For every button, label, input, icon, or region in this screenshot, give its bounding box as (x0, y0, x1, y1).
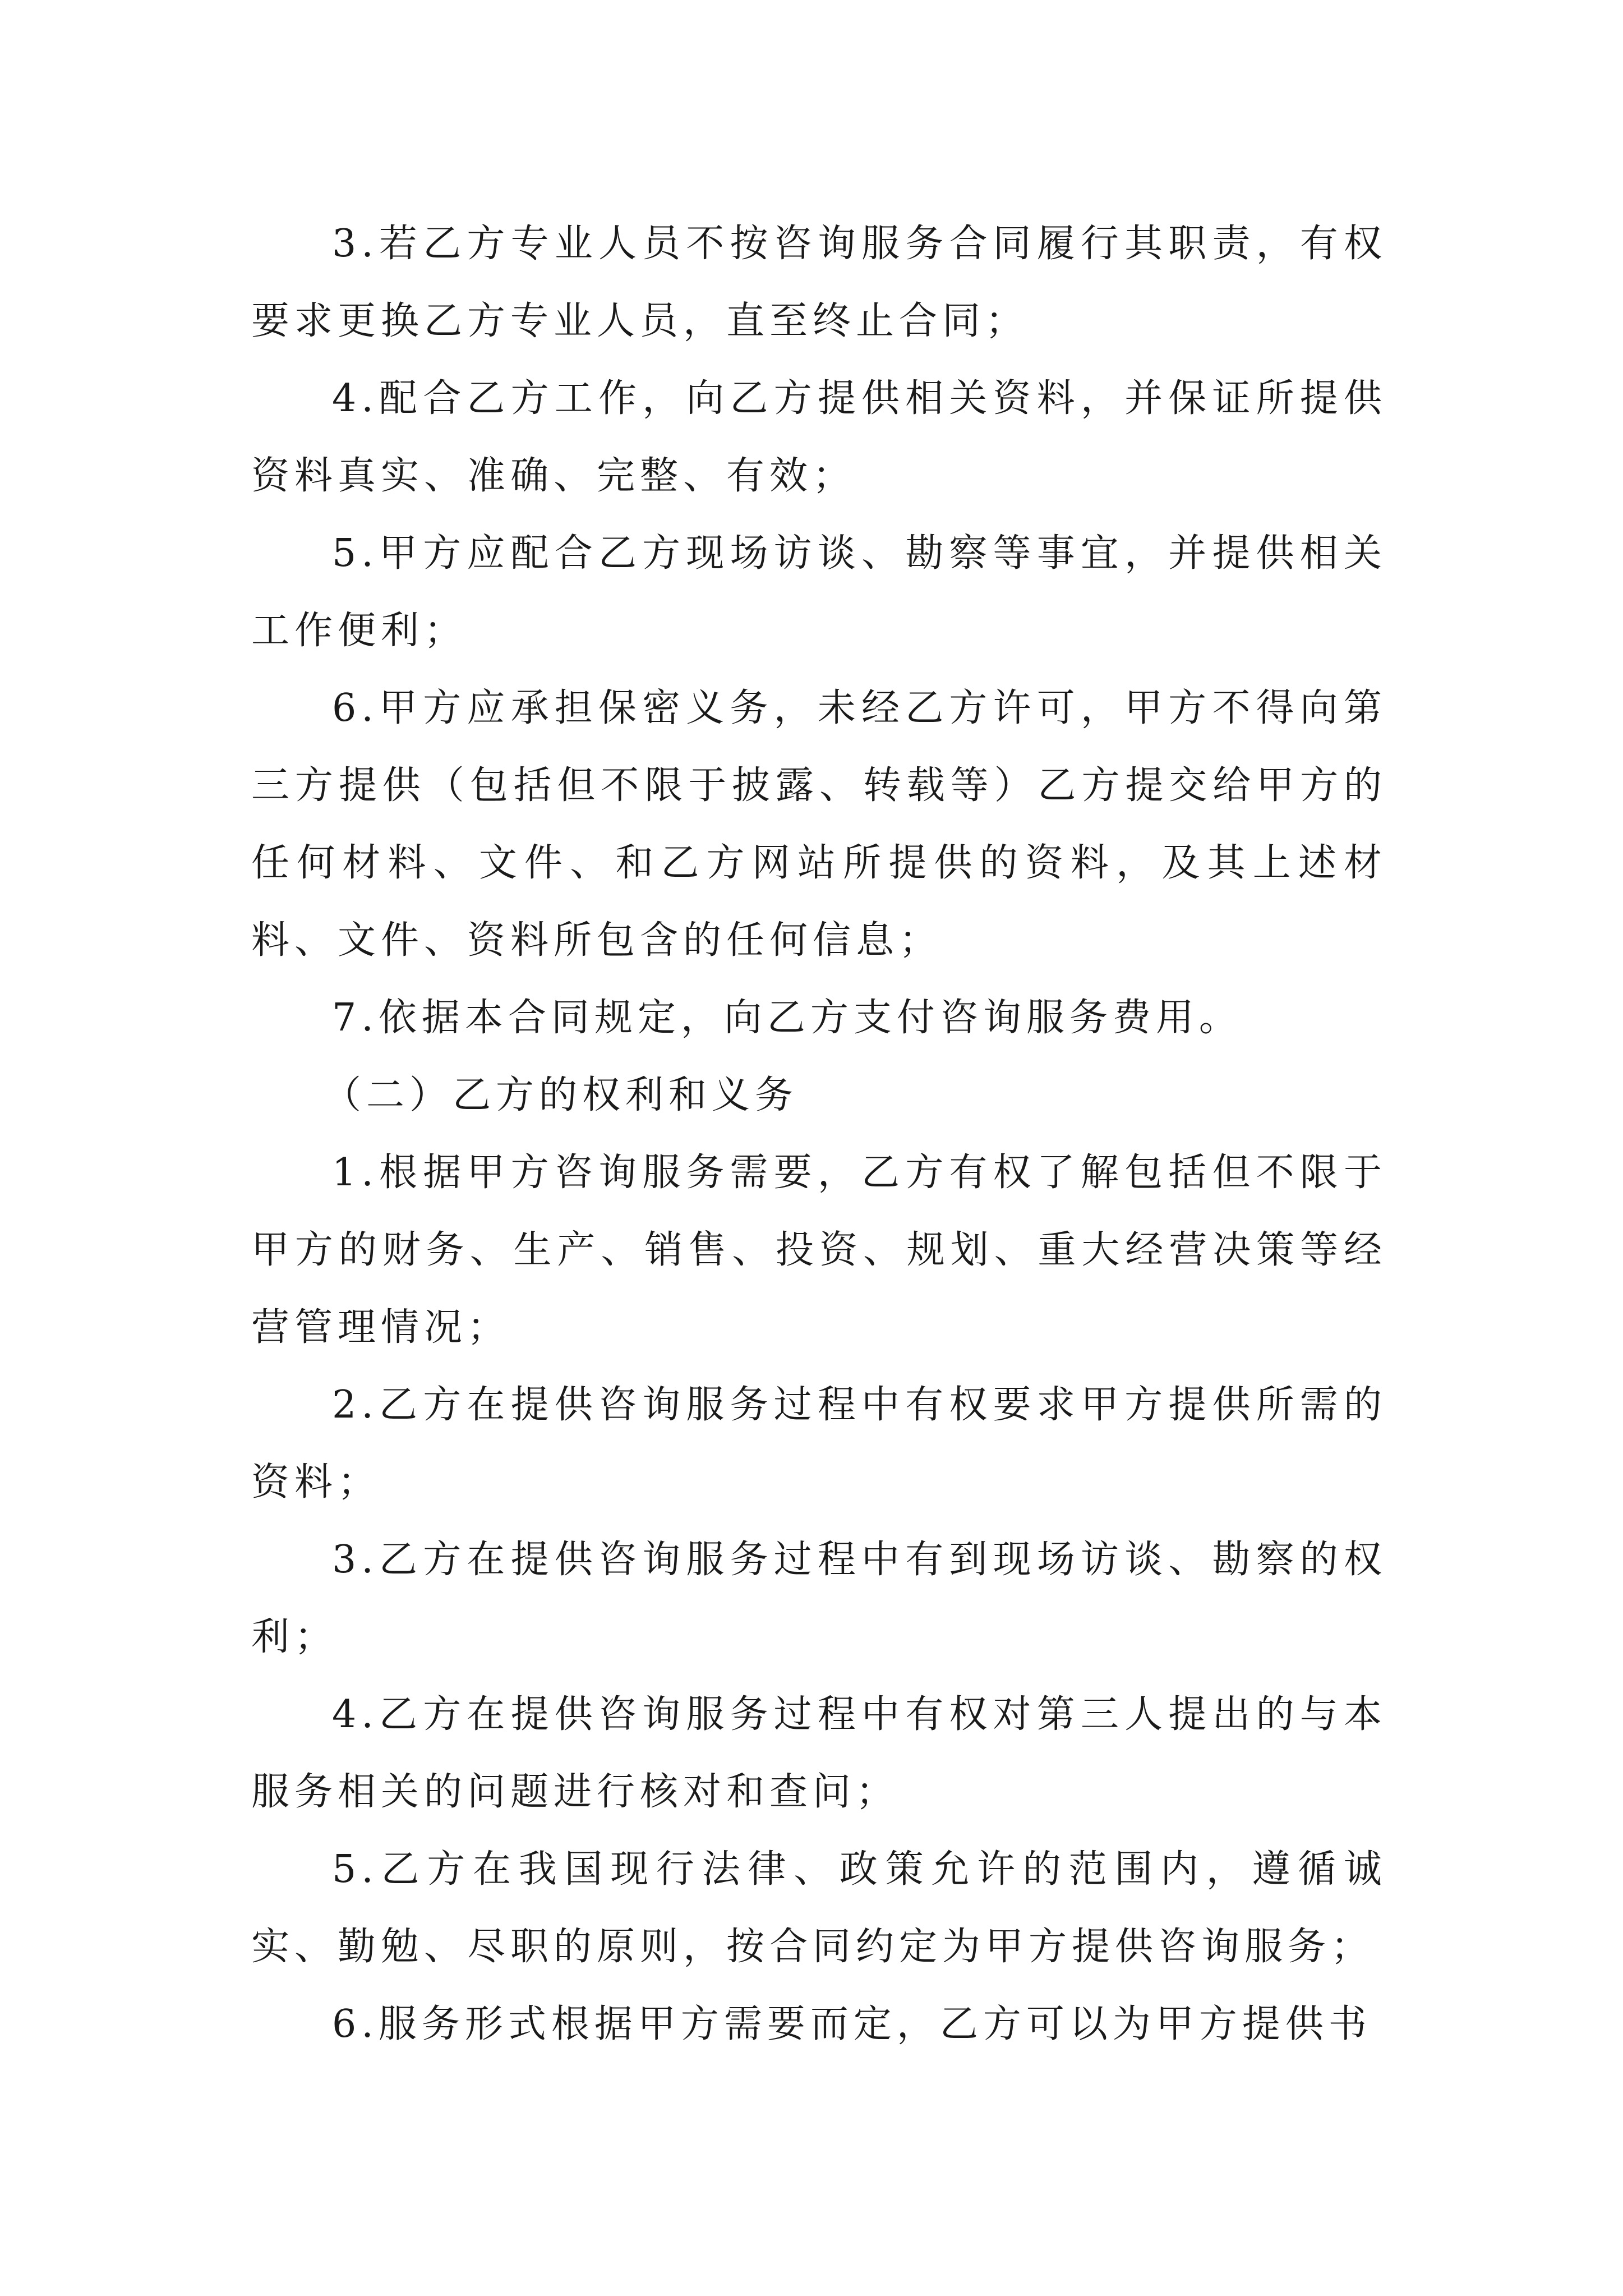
paragraph-party-b-3: 3.乙方在提供咨询服务过程中有到现场访谈、勘察的权利； (251, 1538, 1387, 1659)
paragraph-party-a-4: 4.配合乙方工作，向乙方提供相关资料，并保证所提供资料真实、准确、完整、有效； (251, 376, 1387, 498)
paragraph-party-b-5: 5.乙方在我国现行法律、政策允许的范围内，遵循诚实、勤勉、尽职的原则，按合同约定为甲方提供咨询服务； (251, 1847, 1387, 1969)
paragraph-party-a-5: 5.甲方应配合乙方现场访谈、勘察等事宜，并提供相关工作便利； (251, 531, 1387, 653)
paragraph-party-a-6: 6.甲方应承担保密义务，未经乙方许可，甲方不得向第三方提供（包括但不限于披露、转载等）乙方提交给甲方的任何材料、文件、和乙方网站所提供的资料，及其上述材料、文件、资料所包含的任何信息； (251, 686, 1387, 963)
paragraph-party-b-6: 6.服务形式根据甲方需要而定，乙方可以为甲方提供书 (332, 2002, 1372, 2046)
paragraph-party-a-3: 3.若乙方专业人员不按咨询服务合同履行其职责，有权要求更换乙方专业人员，直至终止合同； (251, 222, 1387, 343)
section-heading: （二）乙方的权利和义务 (323, 1073, 799, 1117)
paragraph-party-b-2: 2.乙方在提供咨询服务过程中有权要求甲方提供所需的资料； (251, 1383, 1387, 1504)
document-body (251, 205, 1387, 2063)
paragraph-party-b-1: 1.根据甲方咨询服务需要，乙方有权了解包括但不限于甲方的财务、生产、销售、投资、规划、重大经营决策等经营管理情况； (251, 1151, 1387, 1350)
paragraph-party-a-7: 7.依据本合同规定，向乙方支付咨询服务费用。 (332, 996, 1242, 1040)
paragraph-party-b-4: 4.乙方在提供咨询服务过程中有权对第三人提出的与本服务相关的问题进行核对和查问； (251, 1692, 1387, 1814)
